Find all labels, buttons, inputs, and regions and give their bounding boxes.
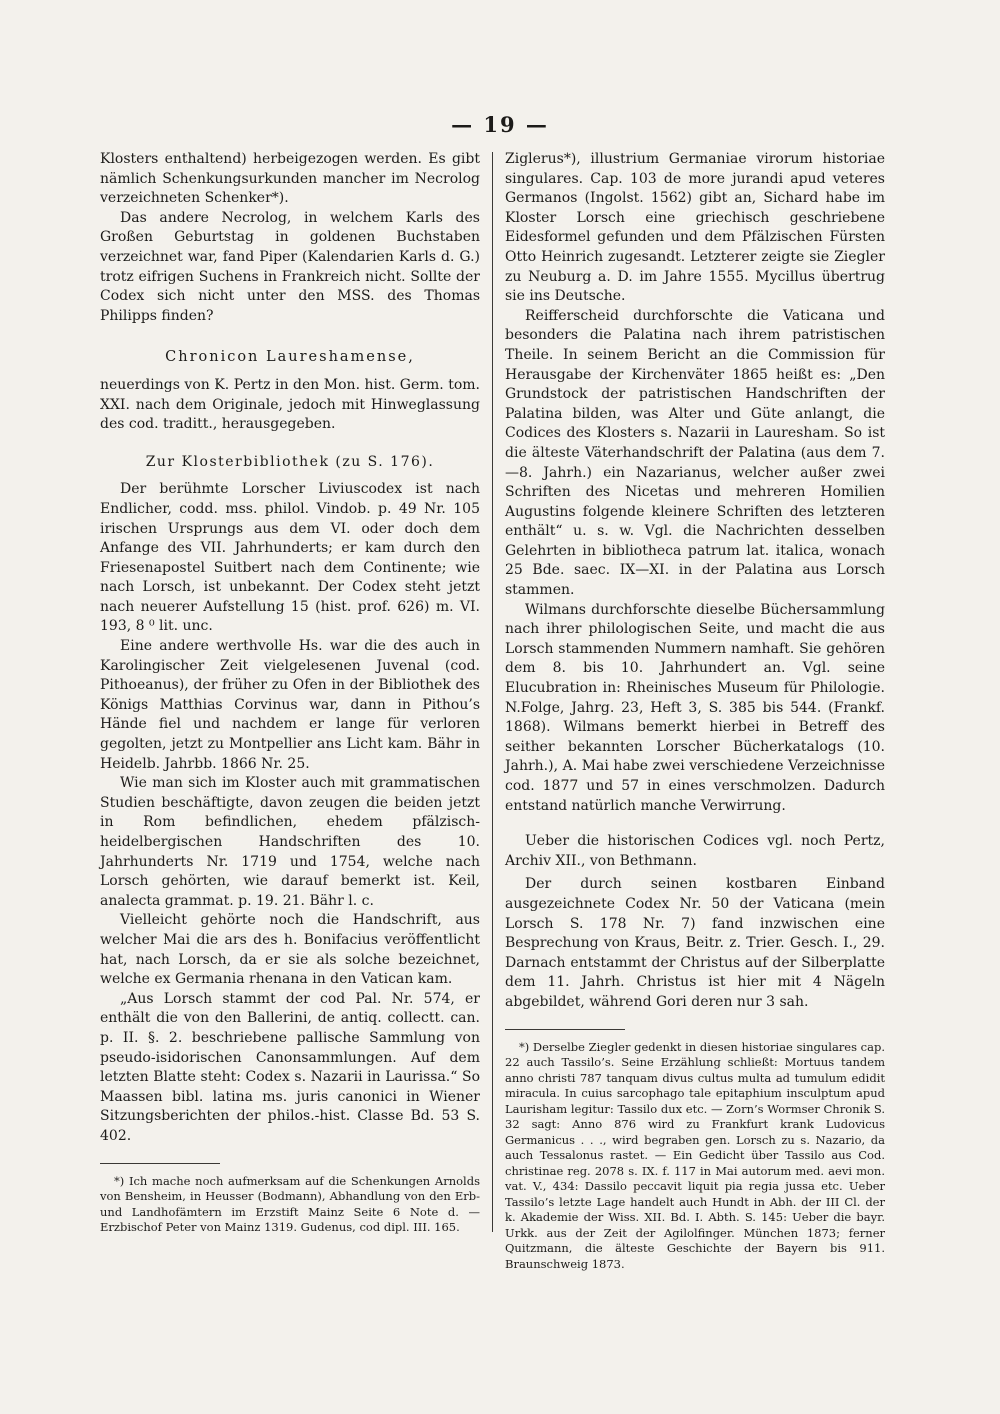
paragraph: Ziglerus*), illustrium Germaniae virorum historiae singulares. Cap. 103 de more jurandi apud veteres Germanos (Ingolst. 1562) gibt an, Sichard habe im Kloster Lorsch eine griechisch geschriebene Eidesformel gefunden und dem Pfälzischen Fürsten Otto Heinrich zugesandt. Letzterer zeigte sie Ziegler zu Neuburg a. D. im Jahre 1555. Mycillus übertrug sie ins Deutsche. [505, 151, 885, 305]
section-heading-historical: Ueber die historischen Codices vgl. noch Pertz, Archiv XII., von Bethmann. [505, 833, 885, 869]
paragraph: Wilmans durchforschte dieselbe Büchersammlung nach ihrer philologischen Seite, und macht die aus Lorsch stammenden Nummern namhaft. Sie gehören dem 8. bis 10. Jahrhundert an. Vgl. seine Elucubration in: Rheinisches Museum für Philologie. N.Folge, Jahrg. 23, Heft 3, S. 385 bis 544. (Frankf. 1868). Wilmans bemerkt hierbei in Betreff des seither bekannten Lorscher Bücherkatalogs (10. Jahrh.), A. Mai habe zwei verschiedene Verzeichnisse cod. 1877 und 57 in eines verschmolzen. Dadurch entstand natürlich manche Verwirrung. [505, 601, 885, 814]
column-divider [492, 152, 493, 1232]
paragraph: „Aus Lorsch stammt der cod Pal. Nr. 574, er enthält die von den Ballerini, de antiq. collectt. can. p. II. §. 2. beschriebene pallische Sammlung von pseudo-isidorischen Canonsammlungen. Auf dem letzten Blatte steht: Codex s. Nazarii in Laurissa.“ So Maassen bibl. latina ms. juris canonici in Wiener Sitzungsberichten der philos.-hist. Classe Bd. 53 S. 402. [100, 990, 480, 1144]
section-heading-library: Zur Klosterbibliothek (zu S. 176). [145, 453, 435, 470]
footnote [100, 1174, 480, 1236]
paragraph: Wie man sich im Kloster auch mit grammatischen Studien beschäftigte, davon zeugen die beiden jetzt in Rom befindlichen, ehedem pfälzisch-heidelbergischen Handschriften des 10. Jahrhunderts Nr. 1719 und 1754, welche nach Lorsch gehörten, wie darauf bemerkt ist. Keil, analecta grammat. p. 19. 21. Bähr l. c. [100, 775, 480, 909]
page-number: — 19 — [451, 112, 549, 137]
footnote-text: *) Derselbe Ziegler gedenkt in diesen historiae singulares cap. 22 auch Tassilo’s. Seine Erzählung schließt: Mortuus tandem anno christi 787 tanquam divus cultus multa ad tumulum edidit miracula. In cuius sarcophago tale epitaphium insculptum apud Laurisham legitur: Tassilo dux etc. — Zorn’s Wormser Chronik S. 32 sagt: Anno 876 wird zu Frankfurt krank Ludovicus Germanicus . . ., wird begraben gen. Lorsch zu s. Nazario, da auch Tessalonus rastet. — Ein Gedicht über Tassilo aus Cod. christinae reg. 2078 s. IX. f. 117 in Mai autorum med. aevi mon. vat. V., 434: Dassilo peccavit liquit pia regia jussa etc. Ueber Tassilo’s letzte Lage handelt auch Hundt in Abh. der III Cl. der k. Akademie der Wiss. XII. Bd. I. Abth. S. 145: Ueber die bayr. Urkk. aus der Zeit der Agilolfinger. München 1873; ferner Quitzmann, die älteste Geschichte der Bayern bis 911. Braunschweig 1873. [505, 1039, 885, 1271]
paragraph: Der berühmte Lorscher Liviuscodex ist nach Endlicher, codd. mss. philol. Vindob. p. 49 Nr. 105 irischen Ursprungs aus dem VI. oder doch dem Anfange des VII. Jahrhunderts; er kam durch den Friesenapostel Suitbert nach dem Continente; wie nach Lorsch, ist unbekannt. Der Codex steht jetzt nach neuerer Aufstellung 15 (hist. prof. 626) m. VI. 193, 8 ⁰ lit. unc. [100, 481, 480, 635]
paragraph: Das andere Necrolog, in welchem Karls des Großen Geburtstag in goldenen Buchstaben verzeichnet war, fand Piper (Kalendarien Karls d. G.) trotz eifrigen Suchens in Frankreich nicht. Sollte der Codex sich nicht unter den MSS. des Thomas Philipps finden? [100, 209, 480, 324]
footnote-text: *) Ich mache noch aufmerksam auf die Schenkungen Arnolds von Bensheim, in Heusser (Bodmann), Abhandlung von den Erb- und Landhofämtern im Erzstift Mainz Seite 6 Note d. — Erzbischof Peter von Mainz 1319. Gudenus, cod dipl. III. 165. [100, 1173, 480, 1234]
paragraph: Vielleicht gehörte noch die Handschrift, aus welcher Mai die ars des h. Bonifacius veröffentlicht hat, nach Lorsch, da er sie als solche bezeichnet, welche ex Germania rhenana in den Vatican kam. [100, 912, 480, 988]
left-column [100, 150, 480, 1236]
section-heading-chronicon: Chronicon Laureshamense, [165, 349, 415, 366]
footnote [505, 1040, 885, 1273]
right-column [505, 150, 885, 1272]
paragraph: Der durch seinen kostbaren Einband ausgezeichnete Codex Nr. 50 der Vaticana (mein Lorsch S. 178 Nr. 7) fand inzwischen eine Besprechung von Kraus, Beitr. z. Trier. Gesch. I., 29. Darnach entstammt der Christus auf der Silberplatte dem 11. Jahrh. Christus ist hier mit 4 Nägeln abgebildet, während Gori deren nur 3 sah. [505, 876, 885, 1010]
footnote-rule [100, 1163, 220, 1164]
paragraph: neuerdings von K. Pertz in den Mon. hist. Germ. tom. XXI. nach dem Originale, jedoch mit Hinweglassung des cod. traditt., herausgegeben. [100, 376, 480, 433]
paragraph: Reifferscheid durchforschte die Vaticana und besonders die Palatina nach ihrem patristischen Theile. In seinem Bericht an die Commission für Herausgabe der Kirchenväter 1865 heißt es: „Den Grundstock der patristischen Handschriften der Palatina bilden, was Alter und Güte anlangt, die Codices des Klosters s. Nazarii in Lauresham. So ist die älteste Väterhandschrift der Palatina (aus dem 7.—8. Jahrh.) ein Nazarianus, welcher außer zwei Schriften des Nicetas und mehreren Homilien Augustins folgende kleinere Schriften des letzteren enthält“ u. s. w. Vgl. die Nachrichten desselben Gelehrten in bibliotheca patrum lat. italica, wonach 25 Bde. saec. IX—XI. in der Palatina aus Lorsch stammen. [505, 307, 885, 599]
paragraph: Eine andere werthvolle Hs. war die des auch in Karolingischer Zeit vielgelesenen Juvenal (cod. Pithoeanus), der früher zu Ofen in der Bibliothek des Königs Matthias Corvinus war, dann in Pithou’s Hände fiel und nachdem er lange für verloren gegolten, jetzt zu Montpellier ans Licht kam. Bähr in Heidelb. Jahrbb. 1866 Nr. 25. [100, 638, 480, 772]
paragraph: Klosters enthaltend) herbeigezogen werden. Es gibt nämlich Schenkungsurkunden mancher im Necrolog verzeichneten Schenker*). [100, 151, 480, 207]
footnote-rule [505, 1029, 625, 1030]
